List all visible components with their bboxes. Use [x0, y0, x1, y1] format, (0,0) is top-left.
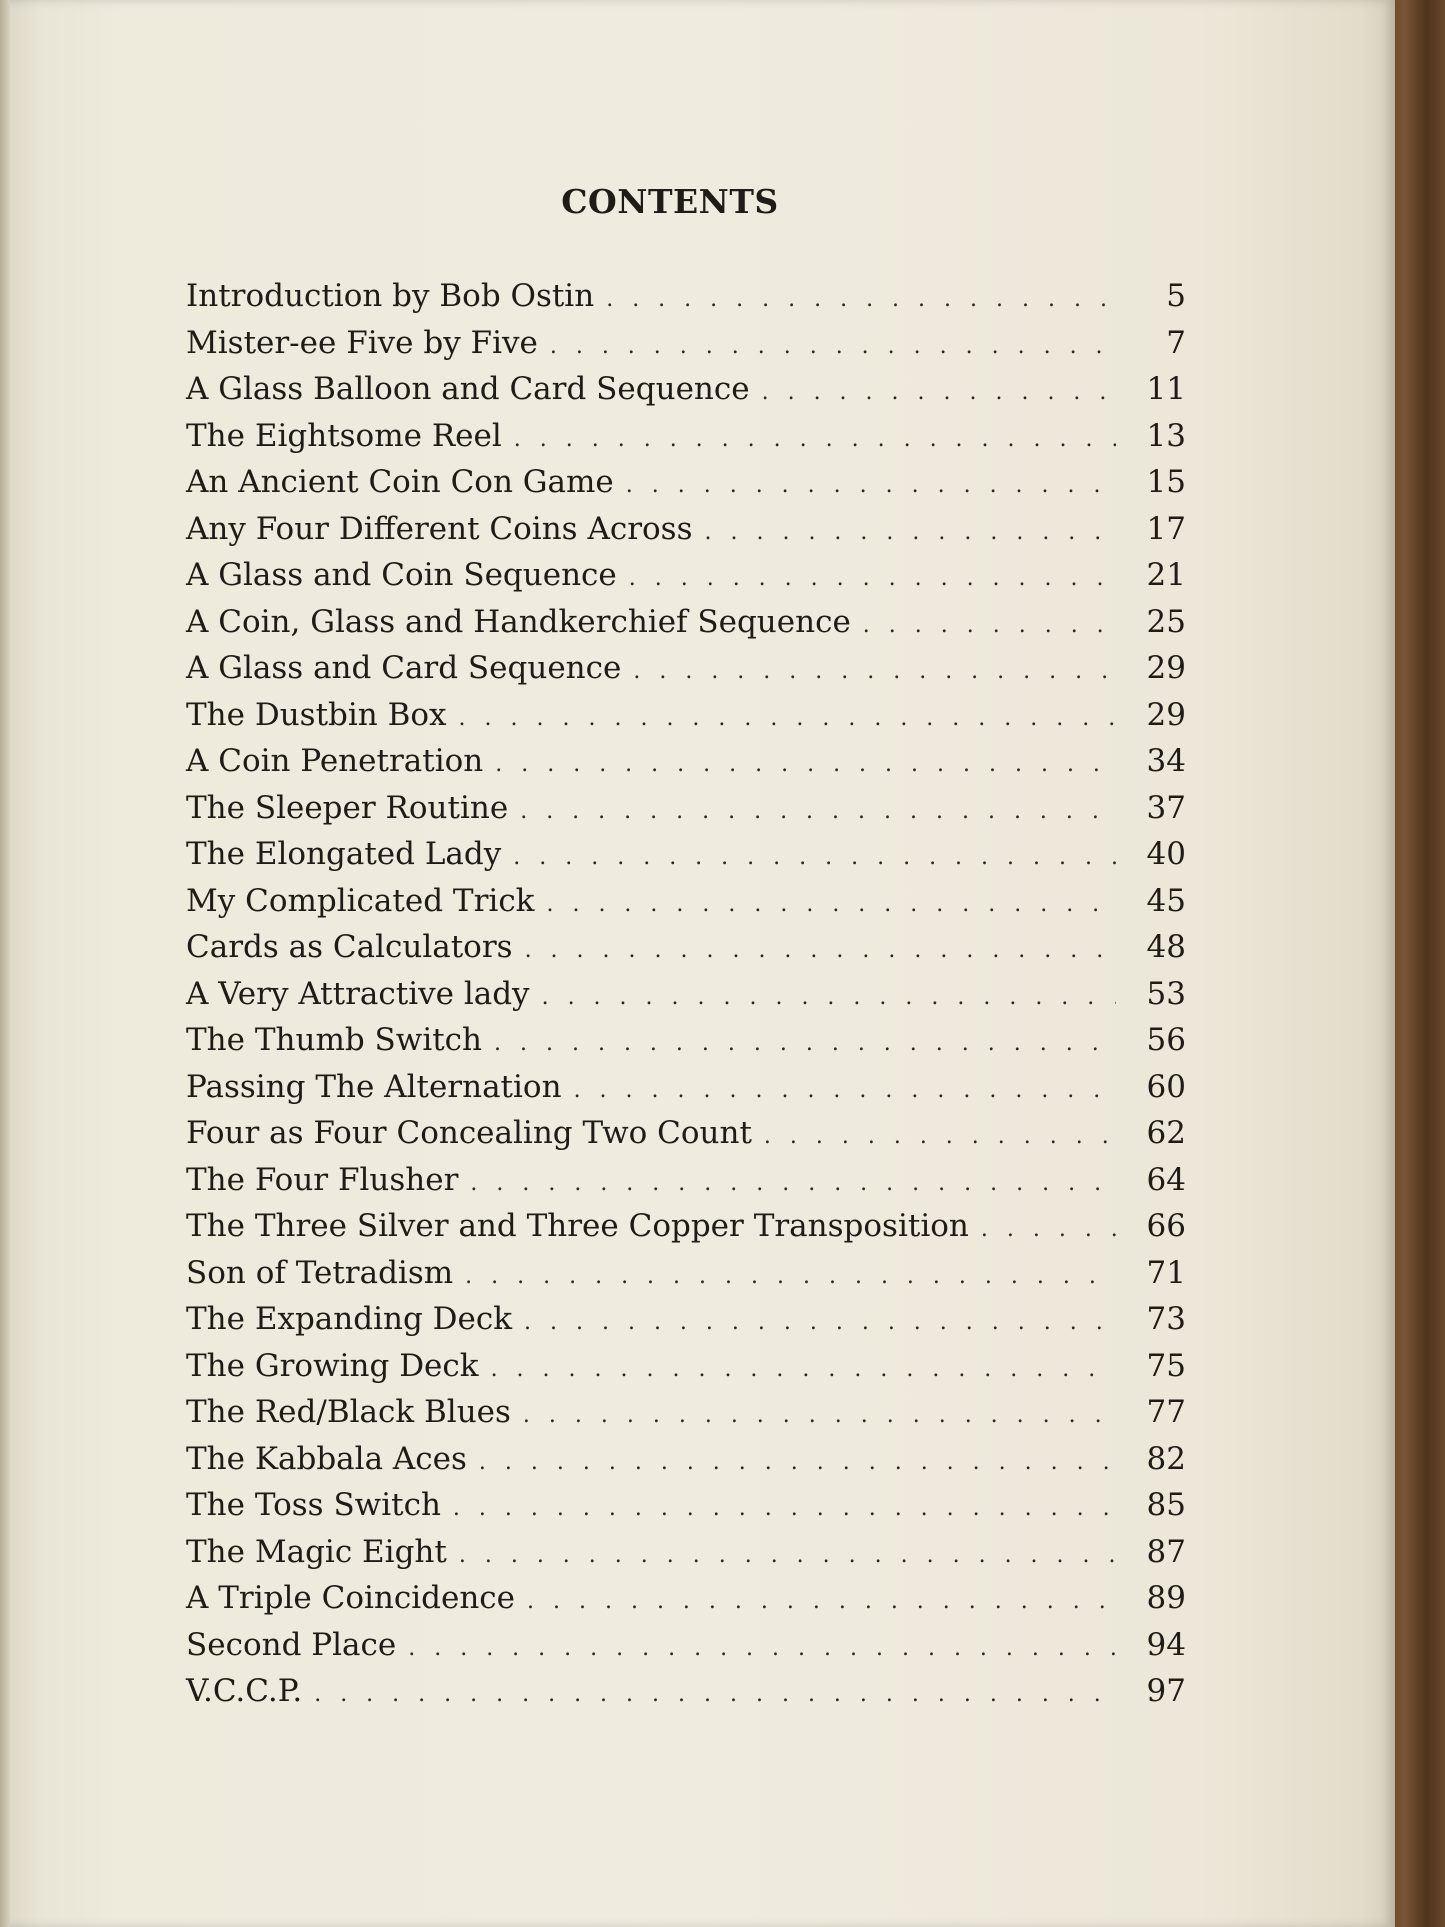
dot-leader: [626, 475, 1116, 497]
dot-leader: [465, 1266, 1116, 1288]
toc-entry-title: Four as Four Concealing Two Count: [186, 1115, 752, 1151]
dot-leader: [574, 1080, 1116, 1102]
toc-entry-page-number: 82: [1146, 1440, 1186, 1477]
toc-entry-page-number: 5: [1166, 278, 1186, 314]
toc-entry-title: Introduction by Bob Ostin: [186, 278, 595, 314]
toc-entry-title: Any Four Different Coins Across: [186, 510, 693, 547]
toc-entry: [186, 1208, 1186, 1255]
toc-entry-title: The Kabbala Aces: [186, 1440, 467, 1477]
toc-entry-page-number: 71: [1146, 1254, 1186, 1291]
toc-entry-title: The Thumb Switch: [186, 1022, 483, 1058]
dot-leader: [629, 568, 1116, 590]
dot-leader: [494, 1033, 1116, 1055]
toc-entry-title: A Glass Balloon and Card Sequence: [186, 371, 750, 407]
toc-entry-title: V.C.C.P.: [186, 1673, 303, 1709]
toc-entry: [186, 604, 1186, 651]
toc-entry: [186, 1301, 1186, 1348]
dot-leader: [491, 1359, 1116, 1381]
toc-entry-page-number: 29: [1146, 696, 1186, 733]
toc-entry: [186, 1255, 1186, 1302]
toc-entry: [186, 557, 1186, 604]
toc-entry: [186, 883, 1186, 930]
toc-entry: [186, 697, 1186, 744]
toc-entry-page-number: 13: [1146, 417, 1186, 454]
table-of-contents: [186, 278, 1186, 1720]
toc-entry-page-number: 7: [1166, 324, 1186, 361]
toc-entry: [186, 1441, 1186, 1488]
dot-leader: [764, 1126, 1116, 1148]
toc-entry-page-number: 85: [1146, 1487, 1186, 1523]
toc-entry-title: The Expanding Deck: [186, 1301, 513, 1337]
dot-leader: [606, 289, 1116, 311]
toc-entry: [186, 836, 1186, 883]
toc-entry: [186, 790, 1186, 837]
toc-entry-title: A Glass and Card Sequence: [186, 650, 622, 686]
dot-leader: [542, 987, 1116, 1009]
toc-entry-page-number: 25: [1146, 603, 1186, 640]
toc-entry: [186, 650, 1186, 697]
toc-entry-page-number: 64: [1146, 1161, 1186, 1198]
toc-entry: [186, 464, 1186, 511]
dot-leader: [550, 336, 1116, 358]
page-edge: [0, 0, 10, 1927]
dot-leader: [470, 1173, 1116, 1195]
toc-entry: [186, 1627, 1186, 1674]
toc-entry-title: The Elongated Lady: [186, 836, 502, 872]
toc-entry-title: Son of Tetradism: [186, 1254, 454, 1291]
toc-entry-page-number: 53: [1146, 975, 1186, 1012]
toc-entry-title: The Dustbin Box: [186, 696, 447, 733]
toc-entry: [186, 371, 1186, 418]
dot-leader: [314, 1684, 1116, 1706]
toc-entry-page-number: 21: [1146, 557, 1186, 593]
toc-entry-title: A Triple Coincidence: [186, 1580, 516, 1616]
toc-entry-title: The Magic Eight: [186, 1533, 447, 1570]
toc-entry-page-number: 77: [1146, 1394, 1186, 1430]
toc-entry-page-number: 15: [1146, 464, 1186, 500]
toc-entry: [186, 929, 1186, 976]
dot-leader: [527, 1591, 1116, 1613]
dot-leader: [705, 522, 1117, 544]
toc-entry: [186, 1534, 1186, 1581]
toc-entry-title: Passing The Alternation: [186, 1068, 562, 1105]
toc-entry-page-number: 29: [1146, 650, 1186, 686]
toc-entry-title: My Complicated Trick: [186, 882, 535, 919]
toc-entry-title: A Coin, Glass and Handkerchief Sequence: [186, 603, 851, 640]
toc-entry-page-number: 94: [1146, 1626, 1186, 1663]
toc-entry-page-number: 56: [1146, 1022, 1186, 1058]
toc-entry-page-number: 11: [1146, 371, 1186, 407]
toc-entry-title: Cards as Calculators: [186, 929, 513, 965]
toc-entry: [186, 511, 1186, 558]
toc-entry: [186, 1348, 1186, 1395]
dot-leader: [513, 847, 1116, 869]
dot-leader: [762, 382, 1116, 404]
dot-leader: [459, 1545, 1116, 1567]
toc-entry-page-number: 40: [1146, 836, 1186, 872]
toc-entry-title: The Sleeper Routine: [186, 789, 509, 826]
toc-entry-page-number: 37: [1146, 789, 1186, 826]
dot-leader: [479, 1452, 1116, 1474]
contents-heading: CONTENTS: [561, 182, 779, 221]
toc-entry: [186, 418, 1186, 465]
toc-entry-page-number: 87: [1146, 1533, 1186, 1570]
toc-entry: [186, 743, 1186, 790]
toc-entry-page-number: 97: [1146, 1673, 1186, 1709]
toc-entry: [186, 1673, 1186, 1720]
dot-leader: [459, 708, 1116, 730]
toc-entry-title: A Glass and Coin Sequence: [186, 557, 617, 593]
toc-entry-page-number: 17: [1146, 510, 1186, 547]
dot-leader: [524, 1312, 1116, 1334]
toc-entry: [186, 278, 1186, 325]
toc-entry-title: The Four Flusher: [186, 1161, 459, 1198]
toc-entry-title: A Coin Penetration: [186, 743, 484, 779]
toc-entry-title: The Three Silver and Three Copper Transposition: [186, 1208, 969, 1244]
toc-entry-page-number: 66: [1146, 1208, 1186, 1244]
dot-leader: [523, 1405, 1116, 1427]
dot-leader: [525, 940, 1116, 962]
toc-entry-title: Mister-ee Five by Five: [186, 324, 538, 361]
toc-entry-page-number: 34: [1146, 743, 1186, 779]
toc-entry-page-number: 75: [1146, 1347, 1186, 1384]
toc-entry: [186, 1394, 1186, 1441]
dot-leader: [863, 615, 1116, 637]
toc-entry-title: The Growing Deck: [186, 1347, 479, 1384]
dot-leader: [546, 894, 1116, 916]
toc-entry: [186, 1115, 1186, 1162]
toc-entry-title: Second Place: [186, 1626, 397, 1663]
toc-entry: [186, 1487, 1186, 1534]
dot-leader: [520, 801, 1116, 823]
toc-entry-page-number: 62: [1146, 1115, 1186, 1151]
toc-entry-page-number: 73: [1146, 1301, 1186, 1337]
toc-entry-title: An Ancient Coin Con Game: [186, 464, 614, 500]
toc-entry-title: The Eightsome Reel: [186, 417, 502, 454]
dot-leader: [495, 754, 1116, 776]
toc-entry: [186, 325, 1186, 372]
dot-leader: [453, 1498, 1116, 1520]
toc-entry: [186, 1022, 1186, 1069]
dot-leader: [408, 1638, 1116, 1660]
toc-entry-page-number: 48: [1146, 929, 1186, 965]
dot-leader: [981, 1219, 1116, 1241]
toc-entry: [186, 1069, 1186, 1116]
toc-entry: [186, 1162, 1186, 1209]
dot-leader: [633, 661, 1116, 683]
toc-entry: [186, 1580, 1186, 1627]
toc-entry-title: The Red/Black Blues: [186, 1394, 511, 1430]
toc-entry-page-number: 60: [1146, 1068, 1186, 1105]
toc-entry: [186, 976, 1186, 1023]
toc-entry-page-number: 89: [1146, 1580, 1186, 1616]
dot-leader: [514, 429, 1116, 451]
toc-entry-page-number: 45: [1146, 882, 1186, 919]
toc-entry-title: The Toss Switch: [186, 1487, 441, 1523]
toc-entry-title: A Very Attractive lady: [186, 975, 530, 1012]
